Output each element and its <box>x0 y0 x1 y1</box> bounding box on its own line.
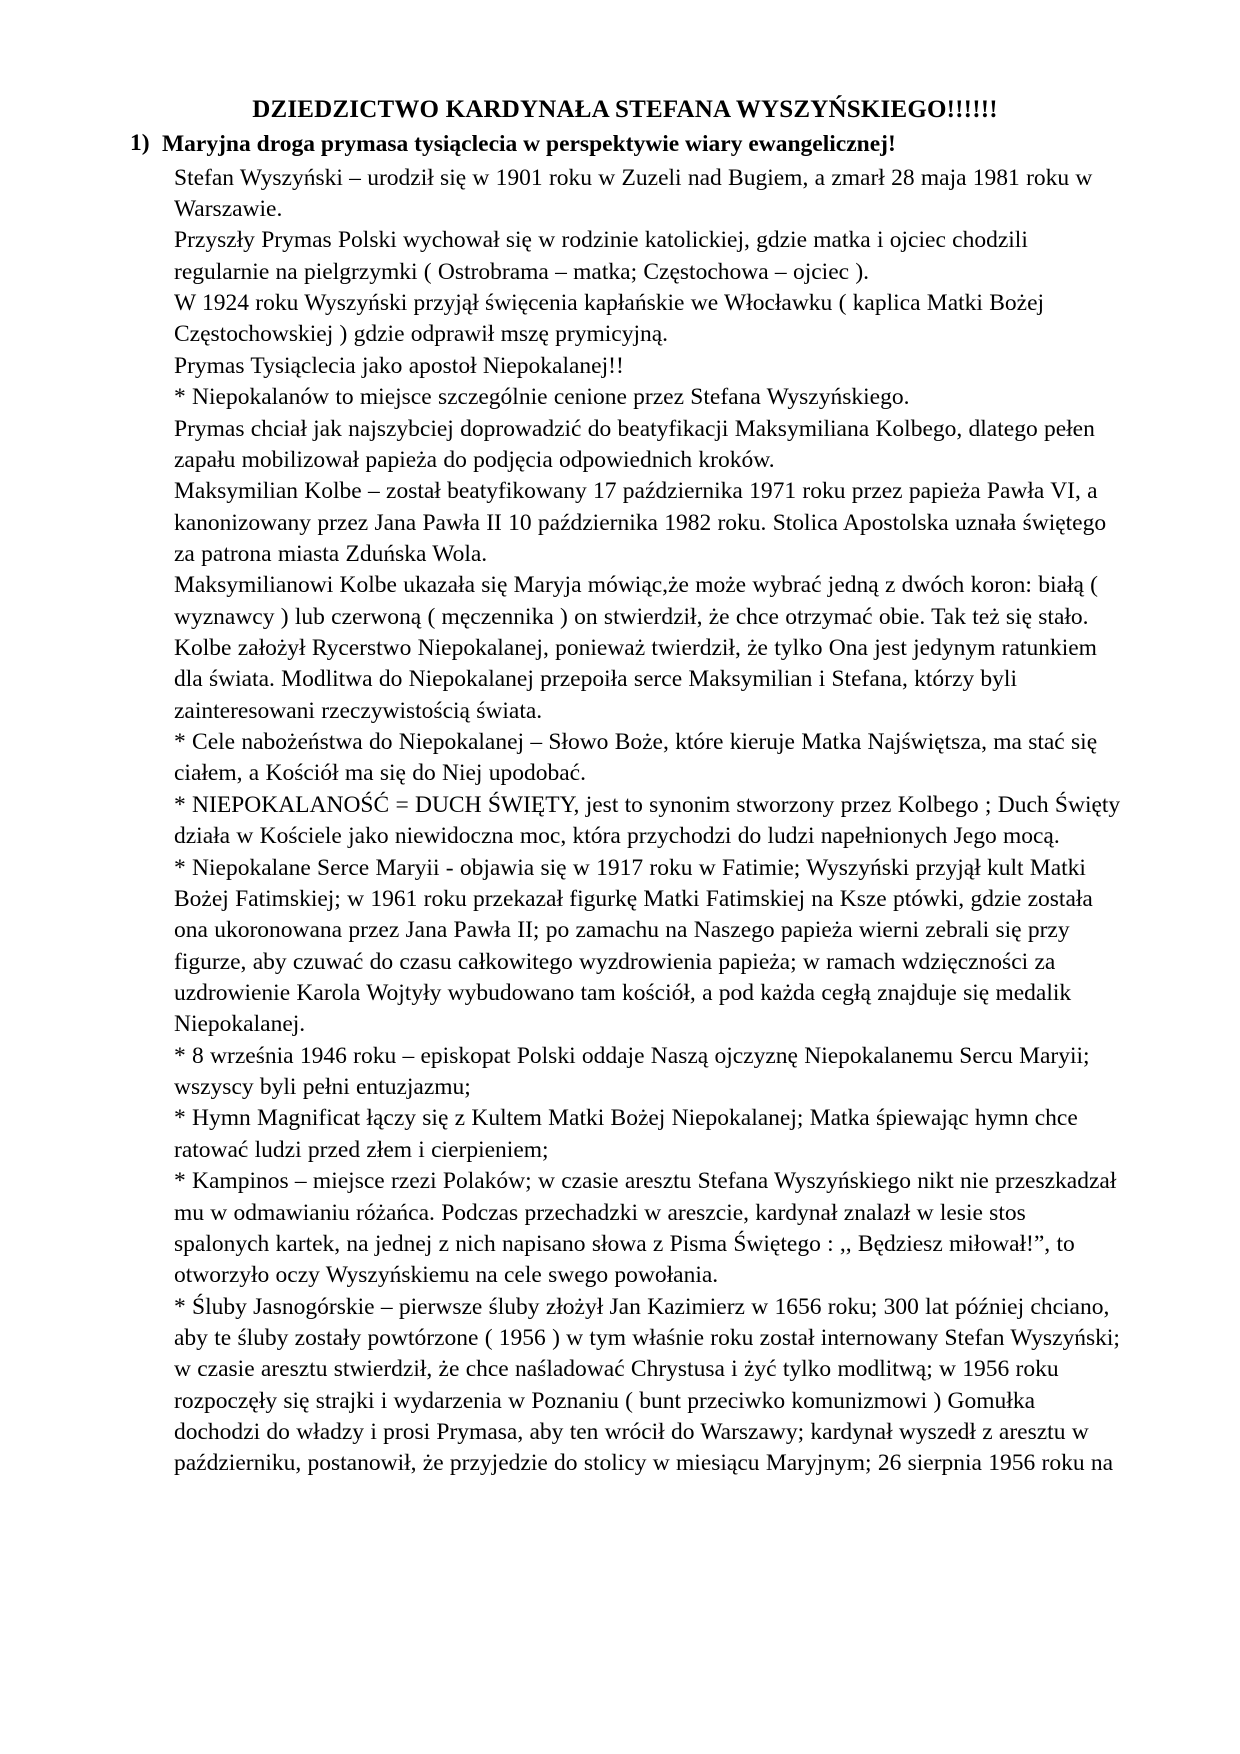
paragraph: W 1924 roku Wyszyński przyjął święcenia kapłańskie we Włocławku ( kaplica Matki Bożej Częstochowskiej ) gdzie odprawił mszę prymicyjną. <box>174 290 1045 348</box>
section-heading: Maryjna droga prymasa tysiąclecia w perspektywie wiary ewangelicznej! <box>162 131 896 157</box>
list-marker: 1) <box>130 130 150 156</box>
section-heading-row <box>118 130 1122 159</box>
paragraph: Przyszły Prymas Polski wychował się w rodzinie katolickiej, gdzie matka i ojciec chodzili regularnie na pielgrzymki ( Ostrobrama – matka; Częstochowa – ojciec ). <box>174 227 1028 285</box>
paragraph: * Niepokalanów to miejsce szczególnie cenione przez Stefana Wyszyńskiego. <box>174 384 910 411</box>
paragraph: Maksymilianowi Kolbe ukazała się Maryja mówiąc,że może wybrać jedną z dwóch koron: białą ( wyznawcy ) lub czerwoną ( męczennika ) on stwierdził, że chce otrzymać obie. Tak też się stało. Kolbe założył Rycerstwo Niepokalanej, ponieważ twierdził, że tylko Ona jest jedynym ratunkiem dla świata. Modlitwa do Niepokalanej przepoiła serce Maksymilian i Stefana, którzy byli zainteresowani rzeczywistością świata. <box>174 572 1098 724</box>
page-title: DZIEDZICTWO KARDYNAŁA STEFANA WYSZYŃSKIEGO!!!!!! <box>252 96 998 123</box>
paragraph: Stefan Wyszyński – urodził się w 1901 roku w Zuzeli nad Bugiem, a zmarł 28 maja 1981 roku w Warszawie. <box>174 164 1093 223</box>
paragraph: Prymas chciał jak najszybciej doprowadzić do beatyfikacji Maksymiliana Kolbego, dlatego pełen zapału mobilizował papieża do podjęcia odpowiednich kroków. <box>174 415 1095 473</box>
document-body <box>118 163 1122 1480</box>
paragraph: * Cele nabożeństwa do Niepokalanej – Słowo Boże, które kieruje Matka Najświętsza, ma stać się ciałem, a Kościół ma się do Niej upodobać. <box>174 729 1098 787</box>
paragraph: Prymas Tysiąclecia jako apostoł Niepokalanej!! <box>174 352 624 379</box>
paragraph: * NIEPOKALANOŚĆ = DUCH ŚWIĘTY, jest to synonim stworzony przez Kolbego ; Duch Święty działa w Kościele jako niewidoczna moc, która przychodzi do ludzi napełnionych Jego mocą. <box>174 791 1121 850</box>
paragraph: * Hymn Magnificat łączy się z Kultem Matki Bożej Niepokalanej; Matka śpiewając hymn chce ratować ludzi przed złem i cierpieniem; <box>174 1105 1078 1163</box>
paragraph: * Kampinos – miejsce rzezi Polaków; w czasie aresztu Stefana Wyszyńskiego nikt nie przeszkadzał mu w odmawianiu różańca. Podczas przechadzki w areszcie, kardynał znalazł w lesie stos spalonych kartek, na jednej z nich napisano słowa z Pisma Świętego : ,, Będziesz miłował!”, to otworzyło oczy Wyszyńskiemu na cele swego powołania. <box>174 1168 1117 1289</box>
paragraph: * 8 września 1946 roku – episkopat Polski oddaje Naszą ojczyznę Niepokalanemu Sercu Maryii; wszyscy byli pełni entuzjazmu; <box>174 1042 1090 1101</box>
paragraph: Maksymilian Kolbe – został beatyfikowany 17 października 1971 roku przez papieża Pawła VI, a kanonizowany przez Jana Pawła II 10 października 1982 roku. Stolica Apostolska uznała świętego za patrona miasta Zduńska Wola. <box>174 478 1107 567</box>
paragraph: * Śluby Jasnogórskie – pierwsze śluby złożył Jan Kazimierz w 1656 roku; 300 lat później chciano, aby te śluby zostały powtórzone ( 1956 ) w tym właśnie roku został internowany Stefan Wyszyński; w czasie aresztu stwierdził, że chce naśladować Chrystusa i żyć tylko modlitwą; w 1956 roku rozpoczęły się strajki i wydarzenia w Poznaniu ( bunt przeciwko komunizmowi ) Gomułka dochodzi do władzy i prosi Prymasa, aby ten wrócił do Warszawy; kardynał wyszedł z aresztu w październiku, postanowił, że przyjedzie do stolicy w miesiącu Maryjnym; 26 sierpnia 1956 roku na <box>174 1293 1120 1477</box>
paragraph: * Niepokalane Serce Maryii - objawia się w 1917 roku w Fatimie; Wyszyński przyjął kult Matki Bożej Fatimskiej; w 1961 roku przekazał figurkę Matki Fatimskiej na Ksze ptówki, gdzie została ona ukoronowana przez Jana Pawła II; po zamachu na Naszego papieża wierni zebrali się przy figurze, aby czuwać do czasu całkowitego wyzdrowienia papieża; w ramach wdzięczności za uzdrowienie Karola Wojtyły wybudowano tam kościół, a pod każda cegłą znajduje się medalik Niepokalanej. <box>174 854 1093 1038</box>
